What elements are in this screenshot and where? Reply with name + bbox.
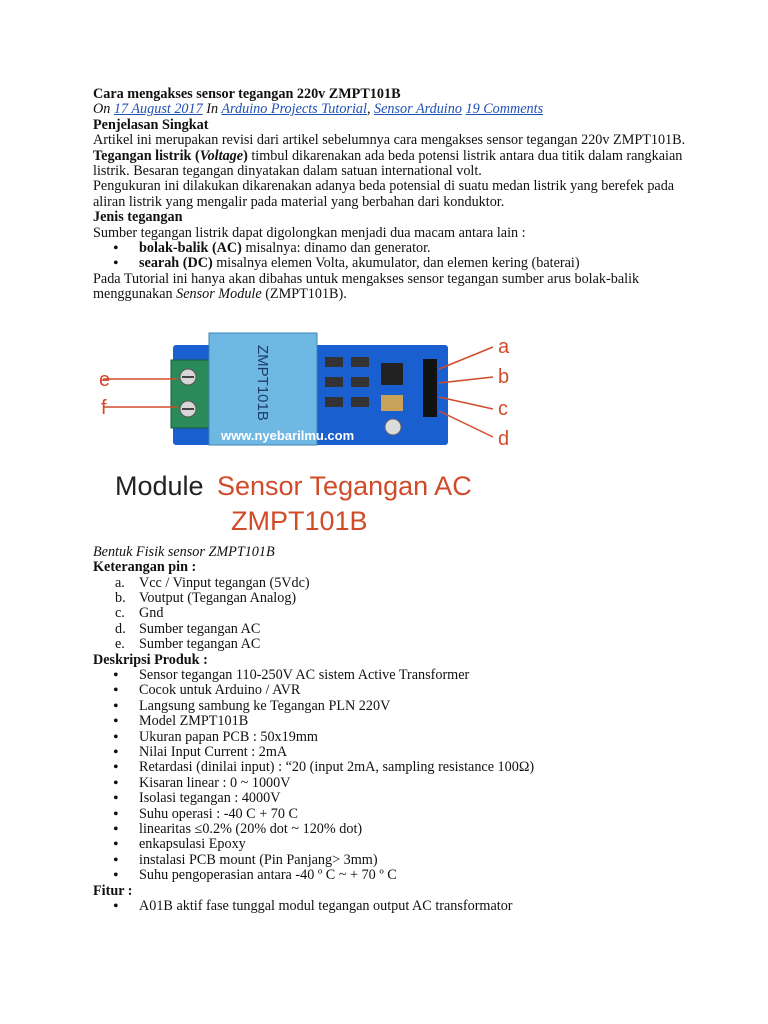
sensor-module-image	[93, 325, 523, 540]
list-item	[93, 637, 693, 652]
voltage-term-open: Tegangan listrik (	[93, 147, 200, 164]
list-item: • Cocok untuk Arduino / AVR	[93, 683, 693, 698]
meta-on: On	[93, 101, 111, 118]
section-heading-penjelasan: Penjelasan Singkat	[93, 116, 209, 133]
tutorial-text: Pada Tutorial ini hanya akan dibahas untuk mengakses sensor tegangan sumber arus bolak-balik menggunakan	[93, 270, 640, 303]
list-text: Sumber tegangan AC	[139, 620, 261, 637]
tutorial-text-end: (ZMPT101B).	[261, 286, 347, 303]
article-title: Cara mengakses sensor tegangan 220v ZMPT101B	[93, 86, 401, 102]
figure-caption: Bentuk Fisik sensor ZMPT101B	[93, 543, 275, 560]
tutorial-italic: Sensor Module	[176, 286, 262, 303]
voltage-term	[93, 148, 248, 164]
pin-label: c	[498, 397, 508, 420]
list-item: • A01B aktif fase tunggal modul tegangan output AC transformator	[93, 899, 693, 914]
list-marker: e.	[115, 636, 125, 653]
tutorial-paragraph	[93, 272, 693, 303]
intro-paragraph: Artikel ini merupakan revisi dari artikel sebelumnya cara mengakses sensor tegangan 220v ZMPT101B.	[93, 132, 686, 149]
list-item	[93, 241, 693, 256]
pin-label: e	[99, 368, 111, 391]
pin-heading: Keterangan pin :	[93, 559, 197, 576]
sources-paragraph: Sumber tegangan listrik dapat digolongkan menjadi dua macam antara lain :	[93, 224, 526, 241]
date-link[interactable]: 17 August 2017	[113, 101, 203, 118]
list-text: Sumber tegangan AC	[139, 636, 261, 653]
list-marker: b.	[115, 589, 126, 606]
list-marker: c.	[115, 605, 125, 622]
module-label-model: ZMPT101B	[231, 505, 368, 536]
desc-list	[93, 668, 693, 884]
list-text: Vcc / Vinput tegangan (5Vdc)	[139, 574, 310, 591]
list-item: • Model ZMPT101B	[93, 714, 693, 729]
list-item	[93, 256, 693, 271]
article-meta	[93, 102, 693, 117]
list-item: • Isolasi tegangan : 4000V	[93, 791, 693, 806]
list-item	[93, 622, 693, 637]
measure-paragraph: Pengukuran ini dilakukan dikarenakan adanya beda potensial di suatu medan listrik yang berefek pada aliran listrik yang mengalir pada material yang berbahan dari konduktor.	[93, 178, 675, 210]
chip-label: ZMPT101B	[254, 344, 271, 421]
meta-sep: ,	[366, 101, 371, 118]
list-text: Gnd	[139, 605, 164, 622]
pin-label: a	[498, 335, 510, 358]
list-item: • instalasi PCB mount (Pin Panjang> 3mm)	[93, 853, 693, 868]
list-item: • Ukuran papan PCB : 50x19mm	[93, 730, 693, 745]
source-term: bolak-balik (AC)	[139, 240, 242, 257]
list-item: • Kisaran linear : 0 ~ 1000V	[93, 776, 693, 791]
source-term: searah (DC)	[139, 255, 213, 272]
list-marker: d.	[115, 620, 126, 637]
list-item: • Suhu operasi : -40 C + 70 C	[93, 807, 693, 822]
voltage-paragraph	[93, 149, 693, 180]
list-item: • Retardasi (dinilai input) : “20 (input 2mA, sampling resistance 100Ω)	[93, 760, 693, 775]
brand-watermark: www.nyebarilmu.com	[221, 427, 355, 443]
list-item: • enkapsulasi Epoxy	[93, 837, 693, 852]
pin-label: b	[498, 365, 510, 388]
fitur-list	[93, 899, 693, 914]
meta-in: In	[206, 101, 219, 118]
pin-header	[423, 359, 437, 417]
list-item: • Sensor tegangan 110-250V AC sistem Active Transformer	[93, 668, 693, 683]
module-label-title: Sensor Tegangan AC	[217, 470, 472, 501]
list-item	[93, 591, 693, 606]
voltage-term-italic: Voltage	[199, 147, 244, 164]
list-item: • Suhu pengoperasian antara -40 º C ~ + 70 º C	[93, 868, 693, 883]
article	[93, 87, 693, 914]
pin-label: d	[498, 427, 510, 450]
fitur-heading: Fitur :	[93, 882, 133, 899]
module-figure	[93, 325, 523, 540]
pin-list	[93, 576, 693, 653]
category-link-sensor-arduino[interactable]: Sensor Arduino	[374, 101, 462, 118]
list-item: • linearitas ≤0.2% (20% dot ~ 120% dot)	[93, 822, 693, 837]
category-link-arduino-projects[interactable]: Arduino Projects Tutorial	[221, 101, 367, 118]
list-text: Voutput (Tegangan Analog)	[139, 589, 297, 606]
comments-link[interactable]: 19 Comments	[465, 101, 544, 118]
desc-heading: Deskripsi Produk :	[93, 651, 208, 668]
source-desc: misalnya elemen Volta, akumulator, dan elemen kering (baterai)	[212, 255, 580, 272]
module-label-word: Module	[115, 470, 204, 501]
section-heading-jenis: Jenis tegangan	[93, 209, 183, 226]
source-desc: misalnya: dinamo dan generator.	[241, 240, 431, 257]
list-item: • Nilai Input Current : 2mA	[93, 745, 693, 760]
list-item	[93, 606, 693, 621]
list-item	[93, 576, 693, 591]
sources-list	[93, 241, 693, 272]
voltage-term-close: )	[243, 147, 248, 164]
list-marker: a.	[115, 574, 125, 591]
pin-label: f	[101, 396, 107, 419]
voltage-text: timbul dikarenakan ada beda potensi listrik antara dua titik dalam rangkaian listrik. Besaran tegangan dinyatakan dalam satuan international volt.	[93, 147, 683, 180]
list-item: • Langsung sambung ke Tegangan PLN 220V	[93, 699, 693, 714]
